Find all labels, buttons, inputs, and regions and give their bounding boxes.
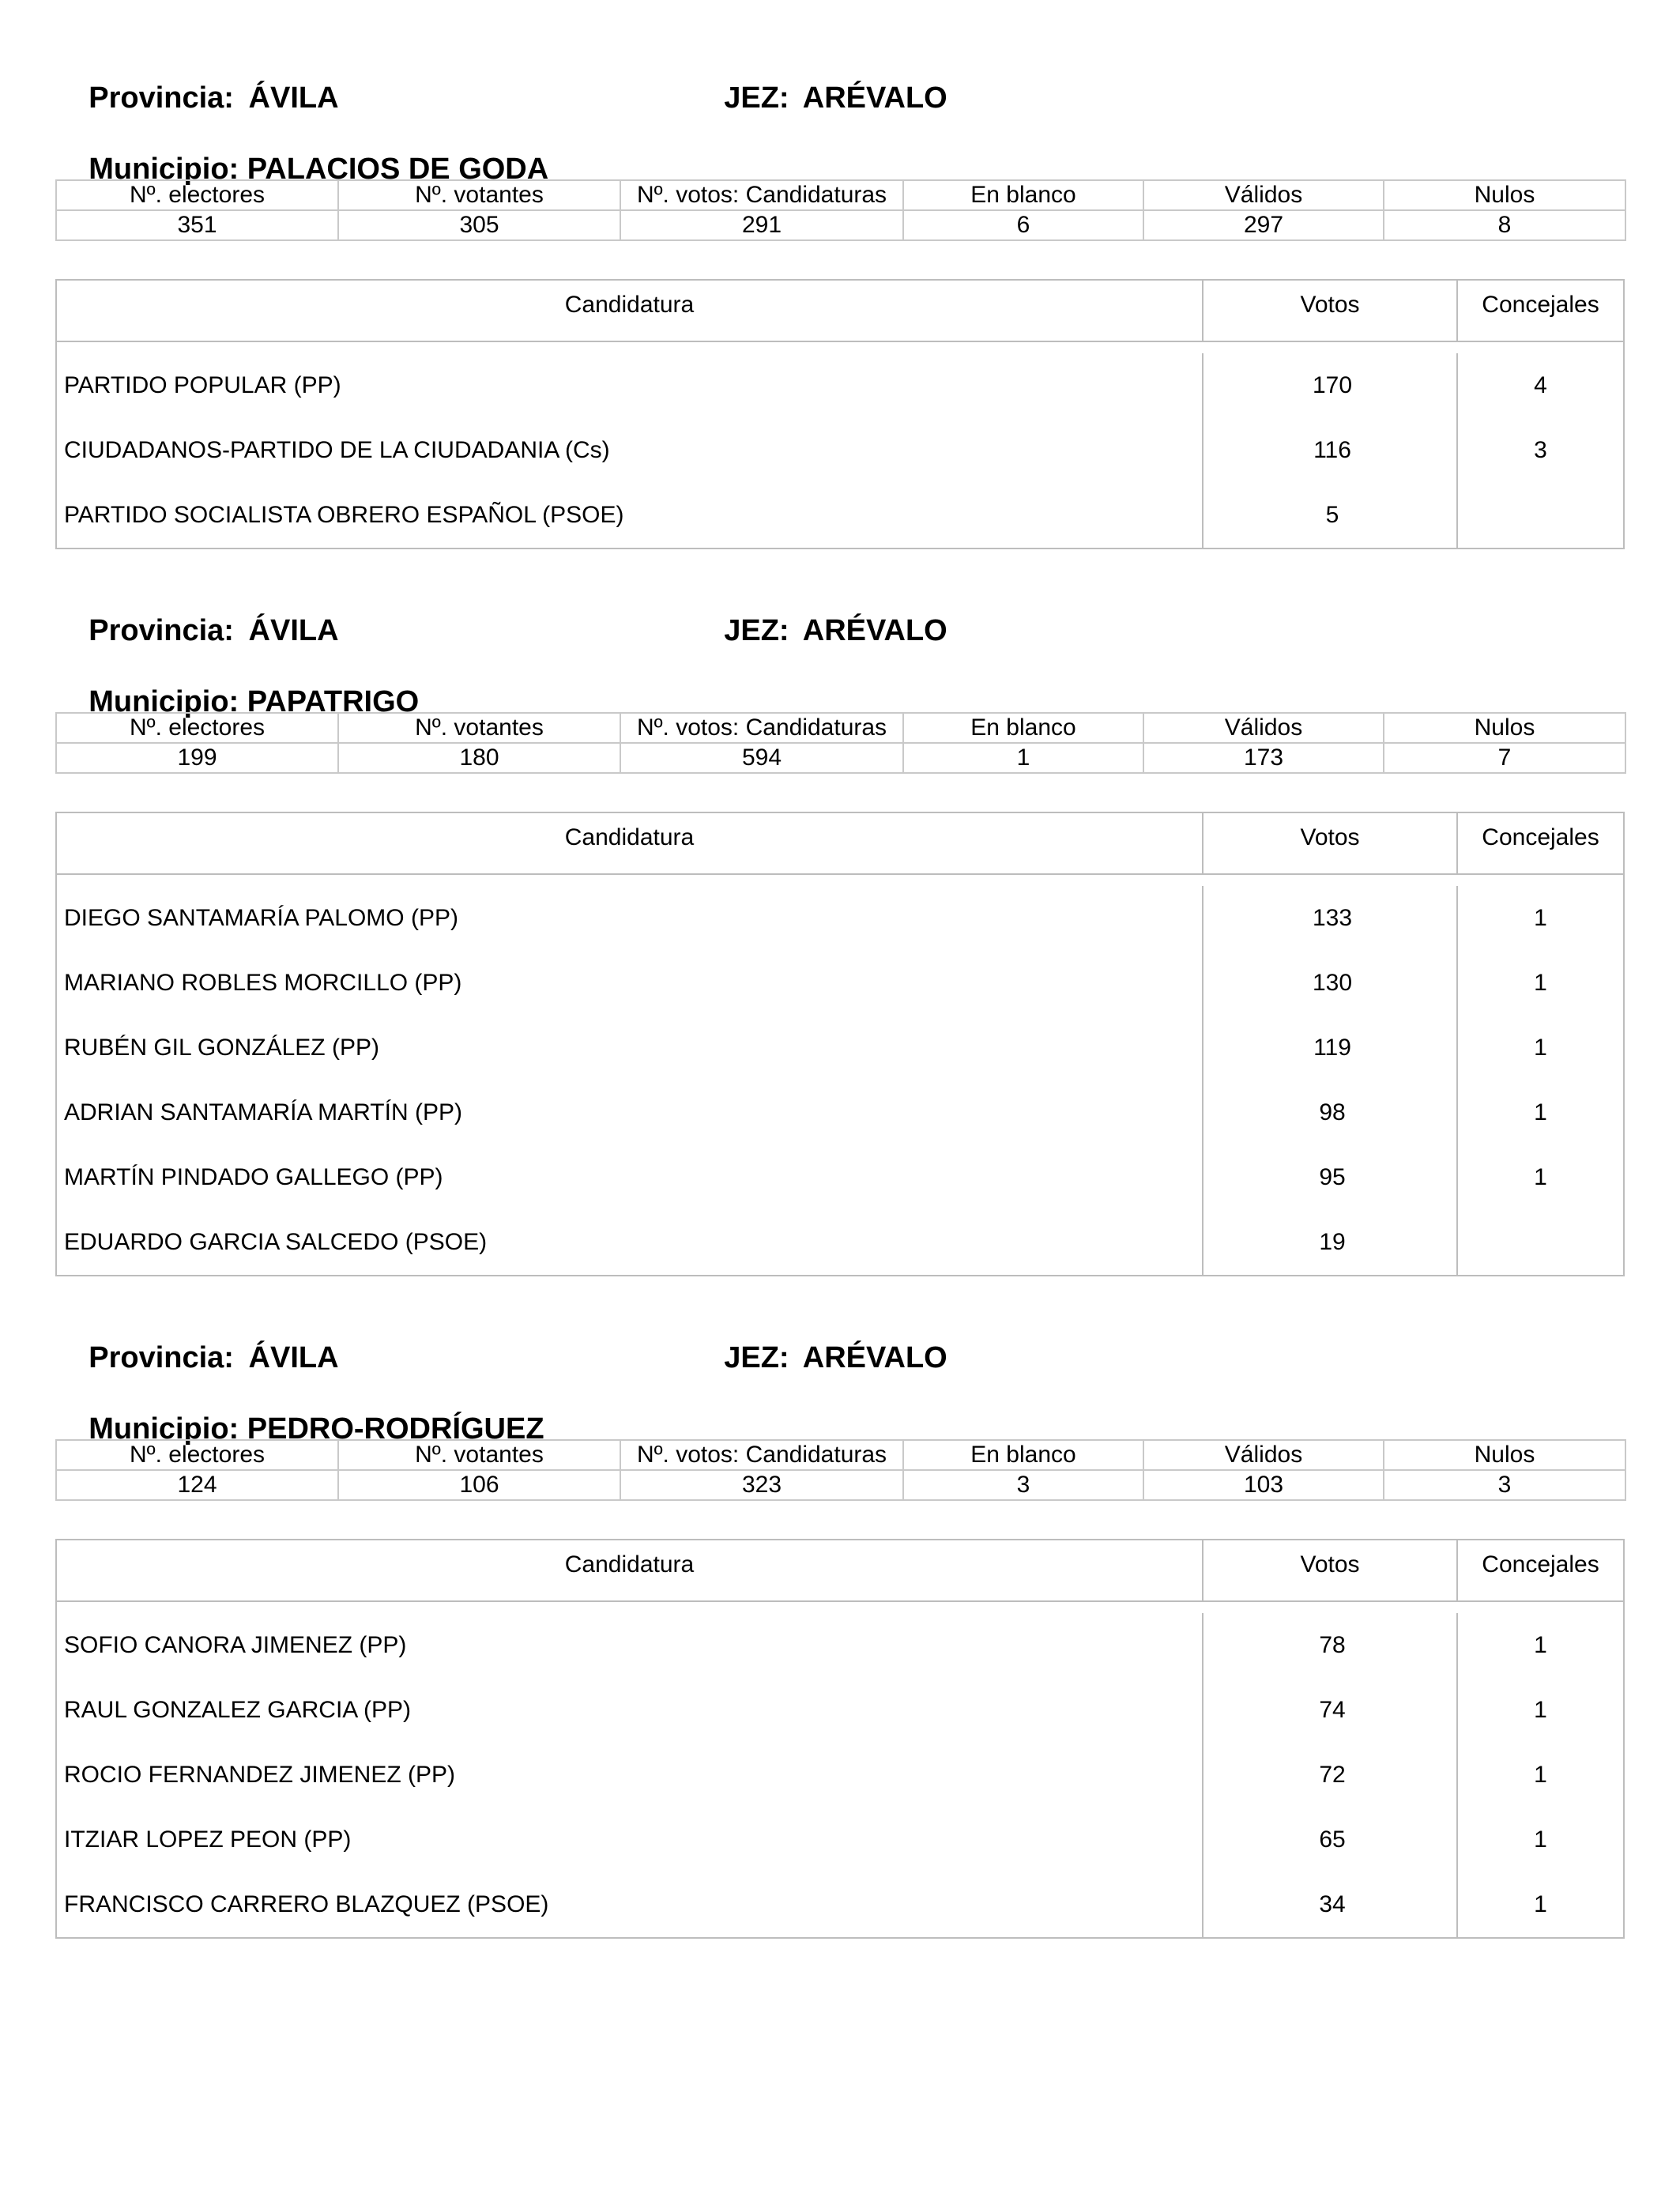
summary-value-en-blanco: 3: [903, 1470, 1143, 1500]
summary-header-validos: Válidos: [1143, 1440, 1384, 1470]
candidate-row: [57, 483, 1623, 548]
summary-value-nulos: 8: [1384, 210, 1625, 240]
summary-value-votantes: 106: [338, 1470, 620, 1500]
summary-value-validos: 103: [1143, 1470, 1384, 1500]
summary-header-electores: Nº. electores: [56, 180, 338, 210]
candidates-body: [57, 342, 1623, 548]
summary-header-votantes: Nº. votantes: [338, 713, 620, 743]
candidate-name: MARTÍN PINDADO GALLEGO (PP): [64, 1164, 443, 1190]
candidates-body: [57, 1602, 1623, 1937]
summary-header-nulos: Nulos: [1384, 180, 1625, 210]
summary-value-en-blanco: 6: [903, 210, 1143, 240]
concejales-header: Concejales: [1456, 1540, 1623, 1600]
summary-value-validos: 297: [1143, 210, 1384, 240]
provincia-value: ÁVILA: [248, 1341, 339, 1374]
candidate-row: [57, 951, 1623, 1016]
summary-value-votantes: 180: [338, 743, 620, 773]
candidate-row: [57, 1145, 1623, 1210]
candidate-votos: 74: [1319, 1697, 1346, 1723]
candidate-concejales: 4: [1534, 372, 1547, 398]
candidate-name: MARIANO ROBLES MORCILLO (PP): [64, 970, 462, 996]
concejales-header: Concejales: [1456, 281, 1623, 341]
candidatura-header: Candidatura: [564, 824, 695, 850]
municipio-label: Municipio:: [89, 1412, 239, 1446]
summary-header-en-blanco: En blanco: [903, 1440, 1143, 1470]
candidate-row: [57, 1210, 1623, 1275]
provincia-label: Provincia:: [89, 614, 234, 647]
candidate-row: [57, 1872, 1623, 1937]
candidate-row: [57, 418, 1623, 483]
candidates-table: [55, 1539, 1625, 1939]
candidate-name: PARTIDO POPULAR (PP): [64, 372, 341, 398]
summary-header-nulos: Nulos: [1384, 1440, 1625, 1470]
candidate-concejales: 1: [1534, 905, 1547, 931]
candidate-name: RAUL GONZALEZ GARCIA (PP): [64, 1697, 411, 1723]
candidate-row: [57, 1016, 1623, 1080]
votos-header: Votos: [1202, 1540, 1456, 1600]
candidate-row: [57, 1080, 1623, 1145]
candidate-concejales: 1: [1534, 1762, 1547, 1788]
candidate-name: EDUARDO GARCIA SALCEDO (PSOE): [64, 1229, 488, 1255]
candidates-body: [57, 875, 1623, 1275]
summary-value-votos-candidaturas: 594: [620, 743, 903, 773]
summary-header-validos: Válidos: [1143, 180, 1384, 210]
votos-header: Votos: [1202, 281, 1456, 341]
summary-header-votantes: Nº. votantes: [338, 1440, 620, 1470]
provincia-value: ÁVILA: [248, 81, 339, 115]
candidate-concejales: 3: [1534, 437, 1547, 463]
concejales-header: Concejales: [1456, 813, 1623, 873]
candidate-votos: 5: [1325, 502, 1339, 528]
candidate-name: ITZIAR LOPEZ PEON (PP): [64, 1826, 352, 1853]
candidate-votos: 34: [1319, 1891, 1346, 1917]
summary-value-nulos: 3: [1384, 1470, 1625, 1500]
candidate-votos: 130: [1312, 970, 1353, 996]
summary-value-votantes: 305: [338, 210, 620, 240]
summary-header-votantes: Nº. votantes: [338, 180, 620, 210]
summary-header-validos: Válidos: [1143, 713, 1384, 743]
candidate-votos: 78: [1319, 1632, 1346, 1658]
candidate-row: [57, 886, 1623, 951]
candidate-row: [57, 1678, 1623, 1743]
summary-value-row: [56, 1470, 1625, 1500]
summary-value-electores: 351: [56, 210, 338, 240]
candidate-row: [57, 353, 1623, 418]
candidate-name: ADRIAN SANTAMARÍA MARTÍN (PP): [64, 1099, 462, 1125]
candidate-votos: 19: [1319, 1229, 1346, 1255]
candidate-concejales: 1: [1534, 1697, 1547, 1723]
jez-value: ARÉVALO: [802, 81, 947, 115]
summary-value-row: [56, 210, 1625, 240]
candidate-votos: 116: [1313, 437, 1351, 463]
candidates-header-row: [57, 1540, 1623, 1602]
provincia-label: Provincia:: [89, 1341, 234, 1374]
candidate-concejales: 1: [1534, 1891, 1547, 1917]
summary-value-row: [56, 743, 1625, 773]
summary-header-row: [56, 180, 1625, 210]
summary-header-votos-candidaturas: Nº. votos: Candidaturas: [620, 713, 903, 743]
candidate-row: [57, 1743, 1623, 1808]
summary-value-nulos: 7: [1384, 743, 1625, 773]
candidate-name: DIEGO SANTAMARÍA PALOMO (PP): [64, 905, 458, 931]
jez-label: JEZ:: [724, 614, 789, 647]
candidatura-header: Candidatura: [564, 1551, 695, 1578]
summary-header-en-blanco: En blanco: [903, 180, 1143, 210]
municipio-label: Municipio:: [89, 153, 239, 186]
summary-header-electores: Nº. electores: [56, 713, 338, 743]
candidate-concejales: 1: [1534, 1826, 1547, 1853]
candidates-header-row: [57, 281, 1623, 342]
candidate-concejales: 1: [1534, 1035, 1547, 1061]
summary-header-en-blanco: En blanco: [903, 713, 1143, 743]
candidate-name: PARTIDO SOCIALISTA OBRERO ESPAÑOL (PSOE): [64, 502, 624, 528]
summary-value-validos: 173: [1143, 743, 1384, 773]
provincia-value: ÁVILA: [248, 614, 339, 647]
jez-value: ARÉVALO: [802, 614, 947, 647]
candidate-concejales: 1: [1534, 1099, 1547, 1125]
summary-value-en-blanco: 1: [903, 743, 1143, 773]
provincia-label: Provincia:: [89, 81, 234, 115]
summary-table: [55, 712, 1626, 774]
summary-header-electores: Nº. electores: [56, 1440, 338, 1470]
candidate-votos: 72: [1319, 1762, 1346, 1788]
jez-value: ARÉVALO: [802, 1341, 947, 1374]
candidate-name: FRANCISCO CARRERO BLAZQUEZ (PSOE): [64, 1891, 549, 1917]
candidate-votos: 170: [1312, 372, 1353, 398]
votos-header: Votos: [1202, 813, 1456, 873]
candidates-table: [55, 812, 1625, 1276]
summary-value-votos-candidaturas: 323: [620, 1470, 903, 1500]
candidate-votos: 133: [1312, 905, 1353, 931]
municipio-value: PAPATRIGO: [247, 685, 420, 718]
jez-label: JEZ:: [724, 81, 789, 115]
municipio-value: PEDRO-RODRÍGUEZ: [247, 1412, 544, 1446]
candidate-name: RUBÉN GIL GONZÁLEZ (PP): [64, 1035, 379, 1061]
summary-header-row: [56, 713, 1625, 743]
summary-header-nulos: Nulos: [1384, 713, 1625, 743]
candidate-row: [57, 1613, 1623, 1678]
candidate-concejales: 1: [1534, 1164, 1547, 1190]
summary-value-votos-candidaturas: 291: [620, 210, 903, 240]
summary-header-votos-candidaturas: Nº. votos: Candidaturas: [620, 1440, 903, 1470]
jez-heading: [691, 47, 947, 149]
municipio-value: PALACIOS DE GODA: [247, 153, 549, 186]
candidate-name: CIUDADANOS-PARTIDO DE LA CIUDADANIA (Cs): [64, 437, 610, 463]
candidate-concejales: 1: [1534, 970, 1547, 996]
summary-header-row: [56, 1440, 1625, 1470]
candidate-votos: 65: [1319, 1826, 1346, 1853]
candidatura-header: Candidatura: [564, 292, 695, 318]
jez-heading: [691, 1307, 947, 1409]
candidate-concejales: 1: [1534, 1632, 1547, 1658]
candidate-name: ROCIO FERNANDEZ JIMENEZ (PP): [64, 1762, 456, 1788]
candidate-votos: 98: [1319, 1099, 1346, 1125]
summary-table: [55, 1439, 1626, 1501]
jez-heading: [691, 580, 947, 682]
summary-header-votos-candidaturas: Nº. votos: Candidaturas: [620, 180, 903, 210]
candidate-name: SOFIO CANORA JIMENEZ (PP): [64, 1632, 407, 1658]
municipio-label: Municipio:: [89, 685, 239, 718]
candidate-votos: 95: [1319, 1164, 1346, 1190]
summary-value-electores: 124: [56, 1470, 338, 1500]
summary-table: [55, 179, 1626, 241]
candidates-header-row: [57, 813, 1623, 875]
summary-value-electores: 199: [56, 743, 338, 773]
candidate-votos: 119: [1313, 1035, 1351, 1061]
candidate-row: [57, 1808, 1623, 1872]
candidates-table: [55, 279, 1625, 549]
jez-label: JEZ:: [724, 1341, 789, 1374]
